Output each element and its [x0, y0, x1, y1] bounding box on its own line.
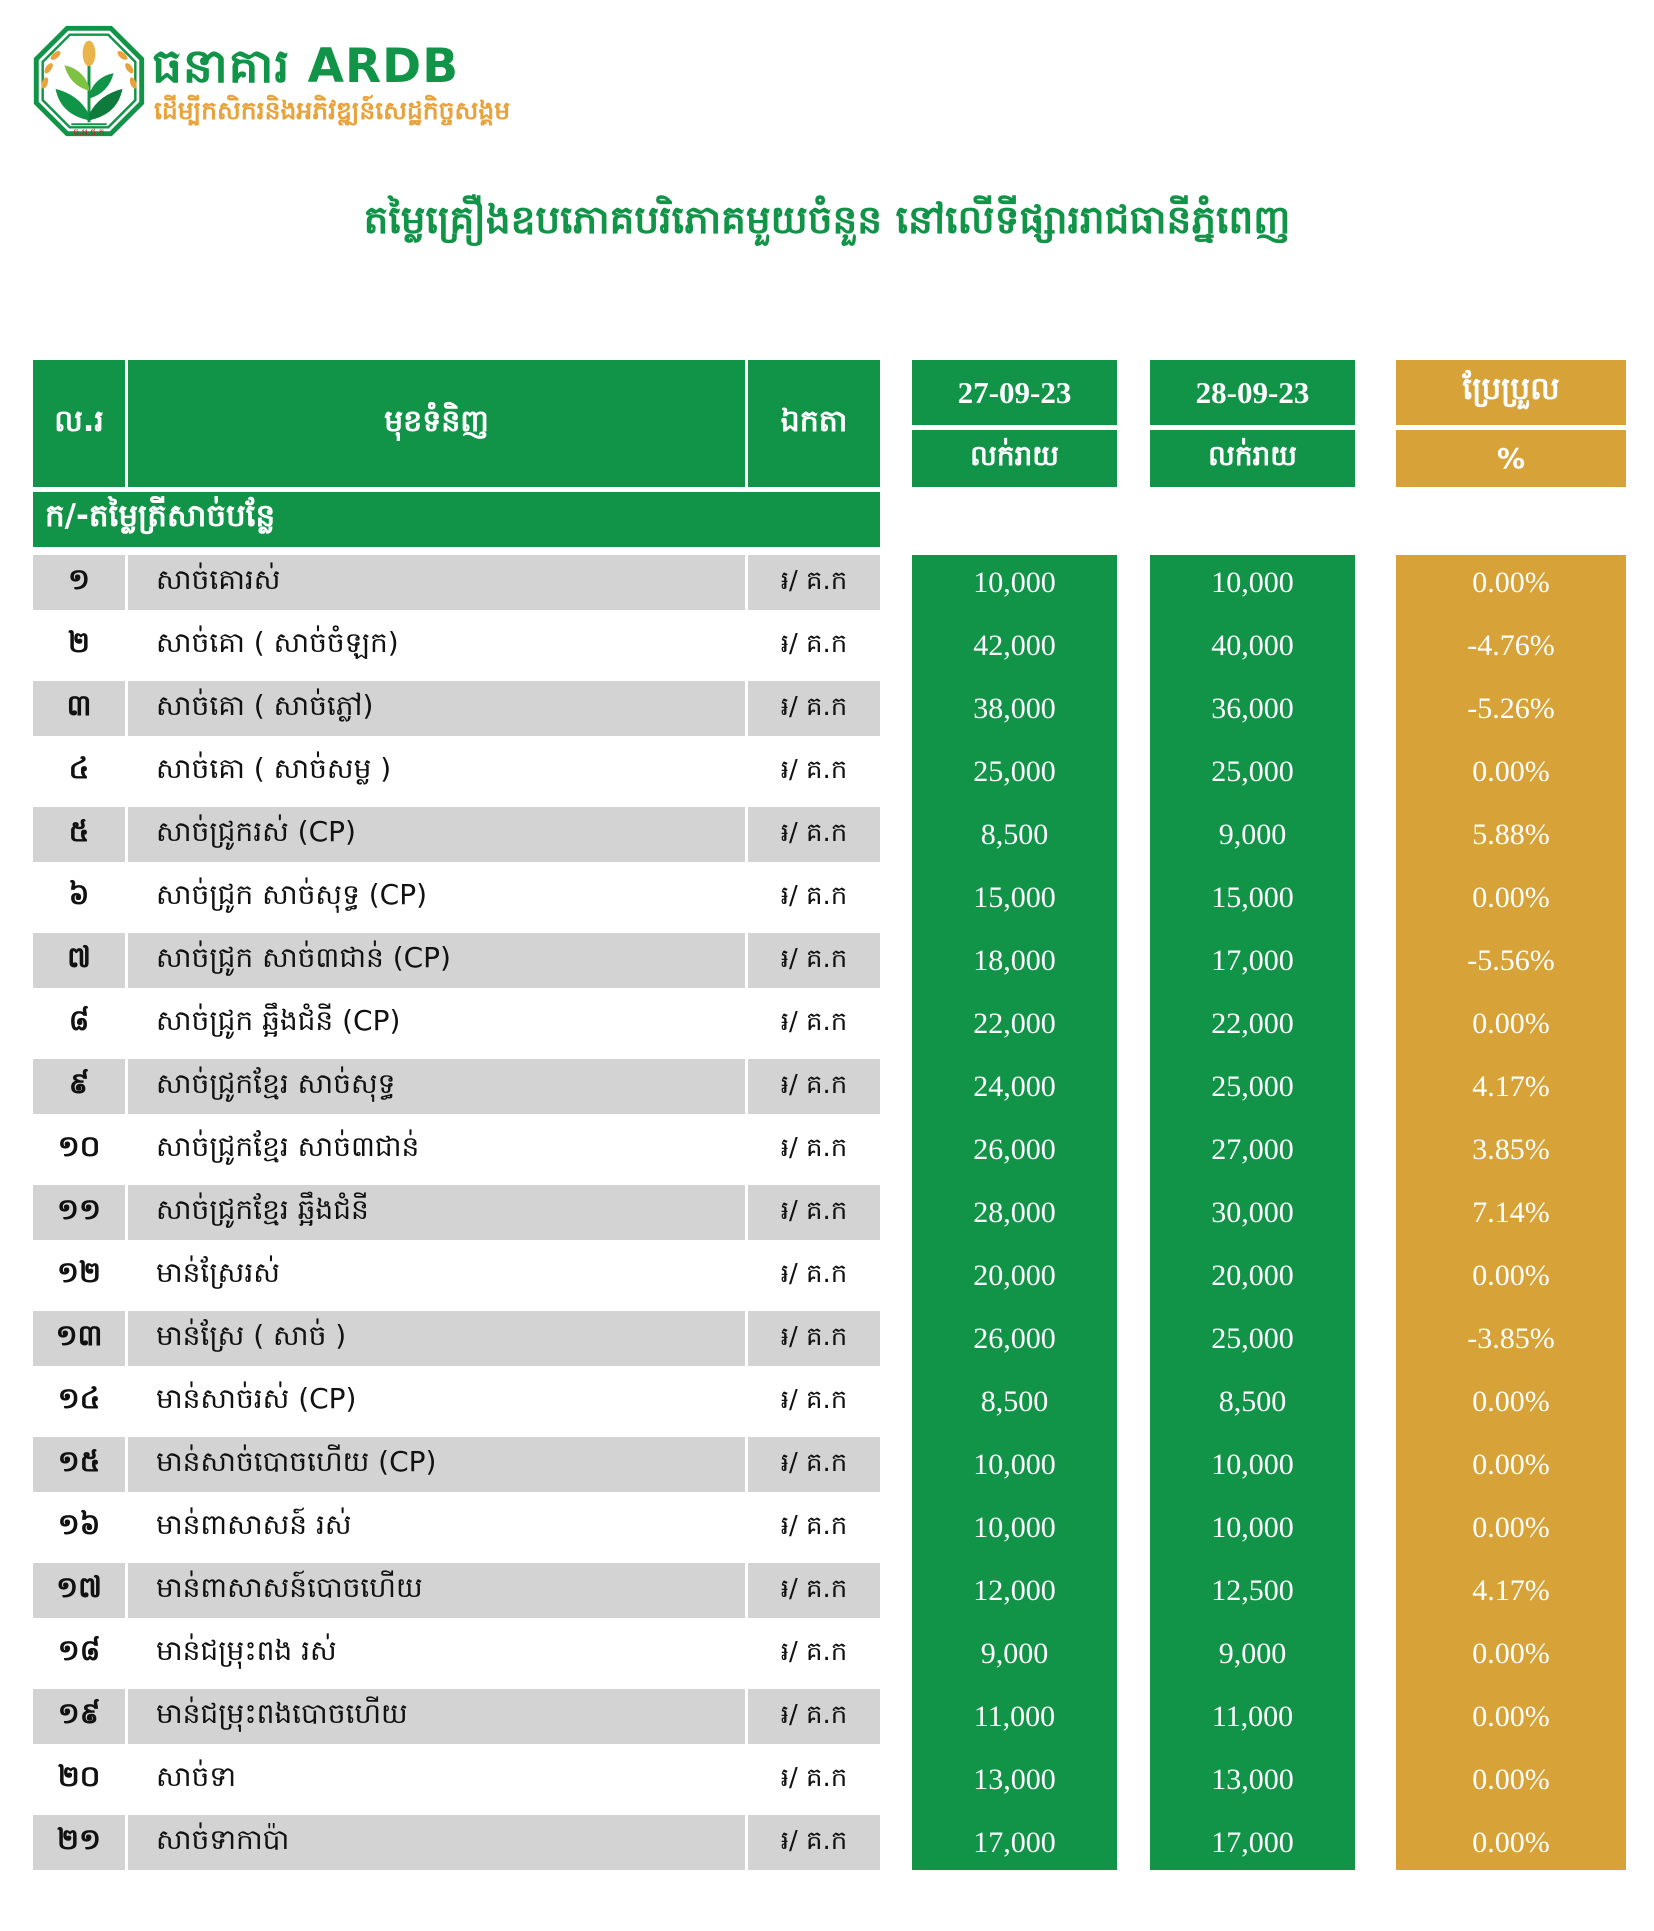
- price-date2: 10,000: [1211, 565, 1294, 599]
- change-percent: 0.00%: [1472, 1762, 1550, 1796]
- price-date2: 9,000: [1218, 817, 1287, 851]
- price-date2: 30,000: [1211, 1195, 1294, 1229]
- change-percent: 0.00%: [1472, 1699, 1550, 1733]
- change-percent: 3.85%: [1472, 1132, 1550, 1166]
- price-date1: 24,000: [973, 1069, 1056, 1103]
- price-date1: 42,000: [973, 628, 1056, 662]
- price-date1: 17,000: [973, 1825, 1056, 1859]
- row-number: ២: [33, 618, 125, 673]
- row-item: សាច់គោ ( សាច់ចំឡក): [128, 618, 745, 673]
- price-date2: 11,000: [1211, 1699, 1294, 1733]
- row-number: ៦: [33, 870, 125, 925]
- change-percent: 5.88%: [1472, 817, 1550, 851]
- section-header: ក/-តម្លៃត្រីសាច់បន្លែ: [33, 492, 880, 547]
- table-row: [33, 1185, 880, 1240]
- table-row: [33, 807, 880, 862]
- header-retail1: លក់រាយ: [912, 430, 1117, 487]
- change-percent: 0.00%: [1472, 1636, 1550, 1670]
- table-row: [33, 933, 880, 988]
- row-number: ១៨: [33, 1626, 125, 1681]
- price-date2: 40,000: [1211, 628, 1294, 662]
- price-date2: 17,000: [1211, 1825, 1294, 1859]
- row-item: សាច់ជ្រូកខ្មែរ សាច់សុទ្ធ: [128, 1059, 745, 1114]
- price-date2: 15,000: [1211, 880, 1294, 914]
- change-percent: 0.00%: [1472, 1006, 1550, 1040]
- row-unit: ៛/ គ.ក: [748, 744, 880, 799]
- row-item: មាន់ស្រែរស់: [128, 1248, 745, 1303]
- row-unit: ៛/ គ.ក: [748, 870, 880, 925]
- table-row: [33, 1626, 880, 1681]
- row-unit: ៛/ គ.ក: [748, 555, 880, 610]
- rows-left: [33, 555, 880, 1878]
- row-item: សាច់ជ្រូកខ្មែរ សាច់៣ជាន់: [128, 1122, 745, 1177]
- price-date1: 10,000: [973, 1447, 1056, 1481]
- row-unit: ៛/ គ.ក: [748, 1752, 880, 1807]
- row-item: សាច់ជ្រូករស់ (CP): [128, 807, 745, 862]
- price-column-date2: [1150, 555, 1355, 1870]
- header-change-column: [1396, 360, 1626, 487]
- change-percent: 0.00%: [1472, 880, 1550, 914]
- row-unit: ៛/ គ.ក: [748, 933, 880, 988]
- price-date1: 8,500: [980, 817, 1049, 851]
- row-item: សាច់ជ្រូក ឆ្អឹងជំនី (CP): [128, 996, 745, 1051]
- row-item: មាន់ជម្រុះពងបោចហើយ: [128, 1689, 745, 1744]
- price-date1: 15,000: [973, 880, 1056, 914]
- header-change: ប្រែប្រួល: [1396, 360, 1626, 425]
- change-percent: 0.00%: [1472, 754, 1550, 788]
- row-item: មាន់ពាសាសន៍បោចហើយ: [128, 1563, 745, 1618]
- row-item: សាច់គោ ( សាច់សម្ល ): [128, 744, 745, 799]
- row-number: ៥: [33, 807, 125, 862]
- row-number: ៩: [33, 1059, 125, 1114]
- price-date2: 25,000: [1211, 1069, 1294, 1103]
- table-header-left: [33, 360, 880, 487]
- table-row: [33, 555, 880, 610]
- change-percent: 0.00%: [1472, 565, 1550, 599]
- price-date1: 28,000: [973, 1195, 1056, 1229]
- row-number: ១១: [33, 1185, 125, 1240]
- row-item: សាច់ជ្រូកខ្មែរ ឆ្អឹងជំនី: [128, 1185, 745, 1240]
- table-row: [33, 1500, 880, 1555]
- row-number: ១០: [33, 1122, 125, 1177]
- price-date1: 8,500: [980, 1384, 1049, 1418]
- header-percent: %: [1396, 430, 1626, 487]
- header-date1-column: [912, 360, 1117, 487]
- price-date2: 10,000: [1211, 1447, 1294, 1481]
- row-number: ៨: [33, 996, 125, 1051]
- row-number: ១៣: [33, 1311, 125, 1366]
- header-date2: 28-09-23: [1150, 360, 1355, 425]
- row-number: ២០: [33, 1752, 125, 1807]
- row-number: ១២: [33, 1248, 125, 1303]
- table-row: [33, 996, 880, 1051]
- row-number: ៤: [33, 744, 125, 799]
- price-date1: 13,000: [973, 1762, 1056, 1796]
- row-unit: ៛/ គ.ក: [748, 681, 880, 736]
- price-date1: 10,000: [973, 565, 1056, 599]
- brand-tagline: ដើម្បីកសិករនិងអភិវឌ្ឍន៍សេដ្ឋកិច្ចសង្គម: [154, 96, 511, 125]
- change-percent: 7.14%: [1472, 1195, 1550, 1229]
- row-unit: ៛/ គ.ក: [748, 807, 880, 862]
- table-row: [33, 1122, 880, 1177]
- price-date2: 8,500: [1218, 1384, 1287, 1418]
- logo-caption: ធ.អ.ជ.ក: [73, 128, 105, 139]
- price-date2: 20,000: [1211, 1258, 1294, 1292]
- row-number: ១៤: [33, 1374, 125, 1429]
- table-row: [33, 1059, 880, 1114]
- row-unit: ៛/ គ.ក: [748, 1248, 880, 1303]
- brand-name: ធនាគារ ARDB: [152, 39, 460, 94]
- price-date2: 36,000: [1211, 691, 1294, 725]
- table-row: [33, 1563, 880, 1618]
- row-unit: ៛/ គ.ក: [748, 1122, 880, 1177]
- header-unit: ឯកតា: [748, 360, 880, 487]
- price-date2: 10,000: [1211, 1510, 1294, 1544]
- table-row: [33, 744, 880, 799]
- price-date1: 9,000: [980, 1636, 1049, 1670]
- row-item: មាន់សាច់បោចហើយ (CP): [128, 1437, 745, 1492]
- row-unit: ៛/ គ.ក: [748, 1689, 880, 1744]
- row-number: ១: [33, 555, 125, 610]
- change-percent: -4.76%: [1467, 628, 1555, 662]
- header-date1: 27-09-23: [912, 360, 1117, 425]
- row-item: សាច់ជ្រូក សាច់សុទ្ធ (CP): [128, 870, 745, 925]
- price-date1: 38,000: [973, 691, 1056, 725]
- header-no: ល.រ: [33, 360, 125, 487]
- price-date1: 11,000: [973, 1699, 1056, 1733]
- row-item: សាច់ទាកាប៉ា: [128, 1815, 745, 1870]
- row-item: សាច់គោ ( សាច់ភ្លៅ): [128, 681, 745, 736]
- row-number: ២១: [33, 1815, 125, 1870]
- price-column-date1: [912, 555, 1117, 1870]
- row-unit: ៛/ គ.ក: [748, 618, 880, 673]
- change-percent: -5.26%: [1467, 691, 1555, 725]
- table-row: [33, 1248, 880, 1303]
- table-row: [33, 1689, 880, 1744]
- row-unit: ៛/ គ.ក: [748, 1311, 880, 1366]
- row-unit: ៛/ គ.ក: [748, 1185, 880, 1240]
- price-date2: 13,000: [1211, 1762, 1294, 1796]
- price-date2: 25,000: [1211, 754, 1294, 788]
- row-unit: ៛/ គ.ក: [748, 1815, 880, 1870]
- row-item: សាច់ទា: [128, 1752, 745, 1807]
- change-percent: 0.00%: [1472, 1258, 1550, 1292]
- price-date1: 18,000: [973, 943, 1056, 977]
- price-date1: 26,000: [973, 1132, 1056, 1166]
- change-percent: 0.00%: [1472, 1447, 1550, 1481]
- row-item: មាន់ស្រែ ( សាច់ ): [128, 1311, 745, 1366]
- row-number: ១៥: [33, 1437, 125, 1492]
- price-date2: 22,000: [1211, 1006, 1294, 1040]
- row-item: មាន់ពាសាសន៍ រស់: [128, 1500, 745, 1555]
- row-item: មាន់សាច់រស់ (CP): [128, 1374, 745, 1429]
- ardb-logo: [30, 18, 148, 144]
- change-percent: 0.00%: [1472, 1384, 1550, 1418]
- row-unit: ៛/ គ.ក: [748, 1626, 880, 1681]
- price-date1: 25,000: [973, 754, 1056, 788]
- row-unit: ៛/ គ.ក: [748, 1059, 880, 1114]
- table-row: [33, 618, 880, 673]
- table-row: [33, 681, 880, 736]
- row-unit: ៛/ គ.ក: [748, 1437, 880, 1492]
- change-percent: 0.00%: [1472, 1825, 1550, 1859]
- price-date2: 25,000: [1211, 1321, 1294, 1355]
- row-item: មាន់ជម្រុះពង រស់: [128, 1626, 745, 1681]
- table-row: [33, 1311, 880, 1366]
- row-number: ១៧: [33, 1563, 125, 1618]
- row-unit: ៛/ គ.ក: [748, 996, 880, 1051]
- price-date2: 9,000: [1218, 1636, 1287, 1670]
- row-number: ៣: [33, 681, 125, 736]
- row-number: ១៩: [33, 1689, 125, 1744]
- header-date2-column: [1150, 360, 1355, 487]
- price-date1: 12,000: [973, 1573, 1056, 1607]
- price-date1: 22,000: [973, 1006, 1056, 1040]
- row-number: ១៦: [33, 1500, 125, 1555]
- row-item: សាច់ជ្រូក សាច់៣ជាន់ (CP): [128, 933, 745, 988]
- price-date2: 17,000: [1211, 943, 1294, 977]
- change-percent: -3.85%: [1467, 1321, 1555, 1355]
- price-date1: 20,000: [973, 1258, 1056, 1292]
- price-date2: 12,500: [1211, 1573, 1294, 1607]
- row-unit: ៛/ គ.ក: [748, 1563, 880, 1618]
- table-row: [33, 1815, 880, 1870]
- price-date1: 10,000: [973, 1510, 1056, 1544]
- change-percent: 0.00%: [1472, 1510, 1550, 1544]
- change-percent: 4.17%: [1472, 1069, 1550, 1103]
- change-column: [1396, 555, 1626, 1870]
- row-number: ៧: [33, 933, 125, 988]
- change-percent: -5.56%: [1467, 943, 1555, 977]
- row-unit: ៛/ គ.ក: [748, 1500, 880, 1555]
- table-row: [33, 870, 880, 925]
- change-percent: 4.17%: [1472, 1573, 1550, 1607]
- table-row: [33, 1752, 880, 1807]
- table-row: [33, 1437, 880, 1492]
- price-date2: 27,000: [1211, 1132, 1294, 1166]
- header-item: មុខទំនិញ: [128, 360, 745, 487]
- row-item: សាច់គោរស់: [128, 555, 745, 610]
- header-retail2: លក់រាយ: [1150, 430, 1355, 487]
- price-date1: 26,000: [973, 1321, 1056, 1355]
- page-title: តម្លៃគ្រឿងឧបភោគបរិភោគមួយចំនួន នៅលើទីផ្សាររាជធានីភ្នំពេញ: [363, 198, 1291, 243]
- row-unit: ៛/ គ.ក: [748, 1374, 880, 1429]
- table-row: [33, 1374, 880, 1429]
